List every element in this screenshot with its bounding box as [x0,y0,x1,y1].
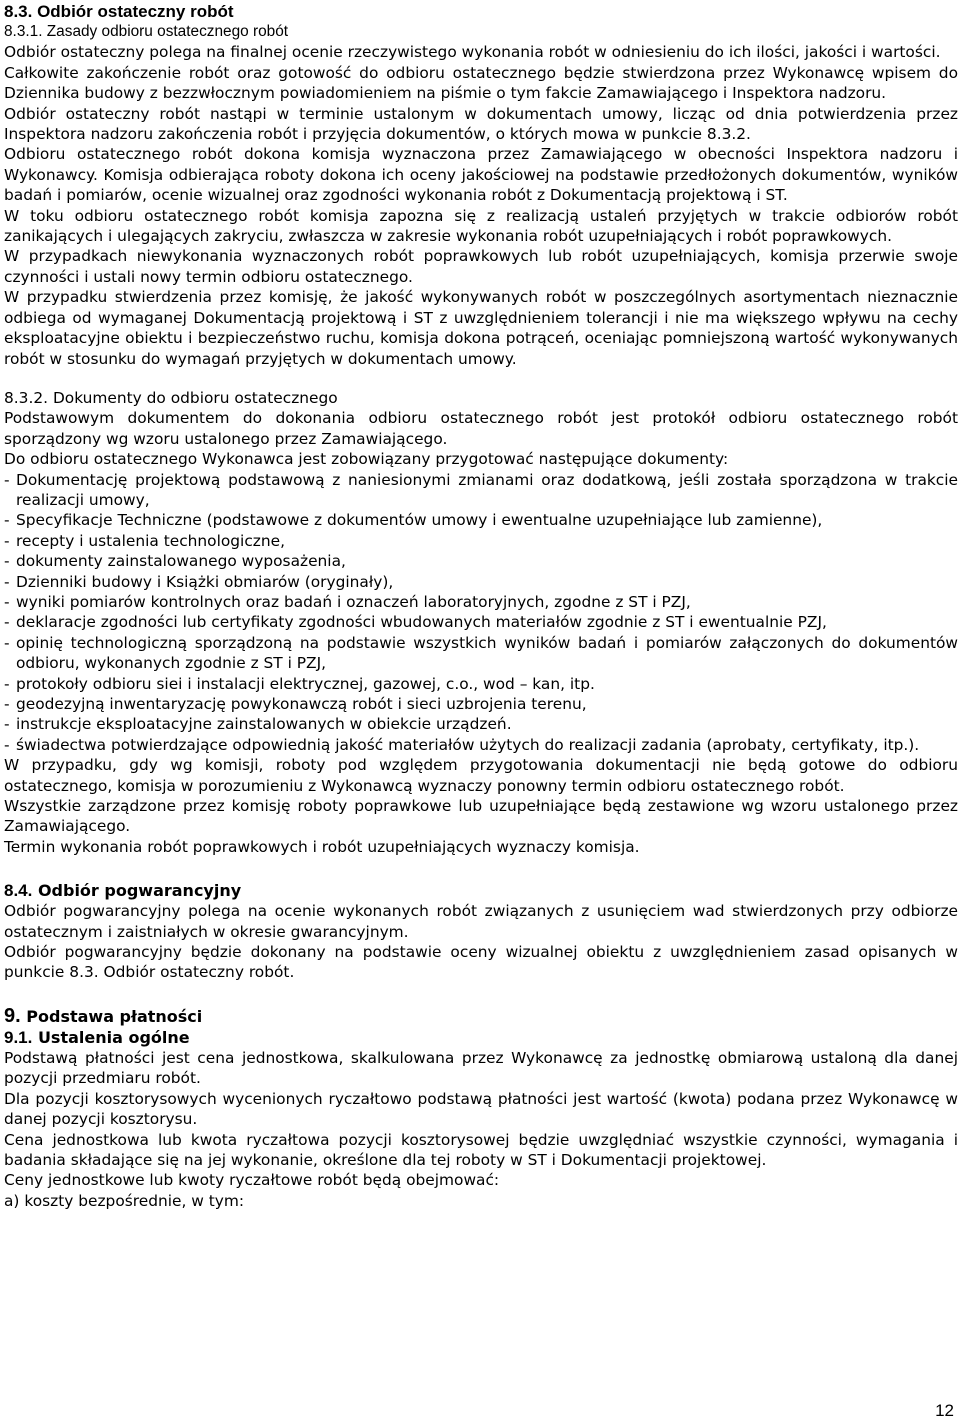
paragraph: Dla pozycji kosztorysowych wycenionych ryczałtowo podstawą płatności jest wartość (kwota) podana przez Wykonawcę w danej pozycji kosztorysu. [4,1089,958,1129]
list-item: - dokumenty zainstalowanego wyposażenia, [4,551,958,571]
spacer [4,857,958,877]
spacer [4,983,958,1003]
page-number: 12 [935,1400,954,1420]
paragraph: Ceny jednostkowe lub kwoty ryczałtowe robót będą obejmować: [4,1171,500,1190]
list-item: - instrukcje eksploatacyjne zainstalowanych w obiekcie urządzeń. [4,714,958,734]
paragraph: Podstawowym dokumentem do dokonania odbioru ostatecznego robót jest protokół odbioru ostatecznego robót sporządzony wg wzoru ustalonego przez Zamawiającego. [4,409,958,448]
list-item: - Dokumentację projektową podstawową z naniesionymi zmianami oraz dodatkową, jeśli została sporządzona w trakcie realizacji umowy, [4,470,958,511]
section-9-heading [4,1006,958,1027]
paragraph: W toku odbioru ostatecznego robót komisja zapozna się z realizacją ustaleń przyjętych w trakcie odbiorów robót zanikających i ulegających zakryciu, zwłaszcza w zakresie wykonania robót uzupełniających i robót poprawkowych. [4,206,958,246]
section-9-title: Podstawa płatności [26,1006,203,1026]
paragraph: Cena jednostkowa lub kwota ryczałtowa pozycji kosztorysowej będzie uwzględniać wszystkie czynności, wymagania i badania składające się na jej wykonanie, określone dla tej roboty w ST i Dokumentacji projektowej. [4,1130,958,1169]
list-item: - geodezyjną inwentaryzację powykonawczą robót i sieci uzbrojenia terenu, [4,694,958,714]
paragraph: W przypadkach niewykonania wyznaczonych robót poprawkowych lub robót uzupełniających, komisja przerwie swoje czynności i ustali nowy termin odbioru ostatecznego. [4,247,958,286]
section-9-number: 9. [4,1004,21,1027]
paragraph: Odbiór ostateczny polega na finalnej ocenie rzeczywistego wykonania robót w odniesieniu do ich ilości, jakości i wartości. [4,43,941,62]
paragraph: Odbiór ostateczny robót nastąpi w terminie ustalonym w dokumentach umowy, licząc od dnia potwierdzenia przez Inspektora nadzoru zakończenia robót i przyjęcia dokumentów, o których mowa w punkcie 8.3.2. [4,104,958,144]
list-item: - opinię technologiczną sporządzoną na podstawie wszystkich wyników badań i pomiarów załączonych do dokumentów odbioru, wykonanych zgodnie z ST i PZJ, [4,633,958,674]
list-item: - świadectwa potwierdzające odpowiednią jakość materiałów użytych do realizacji zadania (aprobaty, certyfikaty, itp.). [4,735,958,755]
list-item: - wyniki pomiarów kontrolnych oraz badań i oznaczeń laboratoryjnych, zgodne z ST i PZJ, [4,592,958,612]
paragraph: Odbiór pogwarancyjny polega na ocenie wykonanych robót związanych z usunięciem wad stwierdzonych przy odbiorze ostatecznym i zaistniałych w okresie gwarancyjnym. [4,902,958,941]
subsection-8-3-2-title: 8.3.2. Dokumenty do odbioru ostatecznego [4,388,338,407]
section-8-3-heading: 8.3. Odbiór ostateczny robót [4,2,234,21]
spacer [4,369,958,388]
list-item: - Specyfikacje Techniczne (podstawowe z dokumentów umowy i ewentualne uzupełniające lub zamienne), [4,510,958,530]
paragraph: Wszystkie zarządzone przez komisję roboty poprawkowe lub uzupełniające będą zestawione wg wzoru ustalonego przez Zamawiającego. [4,797,958,836]
list-item: - protokoły odbioru siei i instalacji elektrycznej, gazowej, c.o., wod – kan, itp. [4,674,958,694]
list-item: - Dzienniki budowy i Książki obmiarów (oryginały), [4,572,958,592]
section-8-4-number: 8.4. [4,881,33,901]
list-item: - deklaracje zgodności lub certyfikaty zgodności wbudowanych materiałów zgodnie z ST i ewentualnie PZJ, [4,612,958,632]
subsection-8-3-1-title: 8.3.1. Zasady odbioru ostatecznego robót [4,23,289,40]
paragraph: Całkowite zakończenie robót oraz gotowość do odbioru ostatecznego będzie stwierdzona przez Wykonawcę wpisem do Dziennika budowy z bezzwłocznym powiadomieniem na piśmie o tym fakcie Zamawiającego i Inspektora nadzoru. [4,63,958,103]
section-9-1-number: 9.1. [4,1027,33,1047]
section-8-4-title: Odbiór pogwarancyjny [37,881,242,901]
paragraph: Termin wykonania robót poprawkowych i robót uzupełniających wyznaczy komisja. [4,837,640,856]
documents-list [4,470,958,756]
list-item: - recepty i ustalenia technologiczne, [4,531,958,551]
document-page [4,0,958,1211]
section-9-1-heading [4,1027,958,1048]
paragraph: W przypadku stwierdzenia przez komisję, że jakość wykonywanych robót w poszczególnych asortymentach nieznacznie odbiega od wymaganej Dokumentacją projektową i ST z uwzględnieniem tolerancji i nie ma większego wpływu na cechy eksploatacyjne obiektu i bezpieczeństwo ruchu, komisja dokona potrąceń, oceniając pomniejszoną wartość wykonywanych robót w stosunku do wymagań przyjętych w dokumentach umowy. [4,288,958,368]
section-9-1-title: Ustalenia ogólne [37,1027,190,1047]
paragraph: Podstawą płatności jest cena jednostkowa, skalkulowana przez Wykonawcę za jednostkę obmiarową ustaloną dla danej pozycji przedmiaru robót. [4,1048,958,1088]
paragraph: Do odbioru ostatecznego Wykonawca jest zobowiązany przygotować następujące dokumenty: [4,450,729,469]
paragraph: Odbioru ostatecznego robót dokona komisja wyznaczona przez Zamawiającego w obecności Inspektora nadzoru i Wykonawcy. Komisja odbierająca roboty dokona ich oceny jakościowej na podstawie przedłożonych dokumentów, wyników badań i pomiarów, ocenie wizualnej oraz zgodności wykonania robót z Dokumentacją projektową i ST. [4,145,958,205]
paragraph: Odbiór pogwarancyjny będzie dokonany na podstawie oceny wizualnej obiektu z uwzględnieniem zasad opisanych w punkcie 8.3. Odbiór ostateczny robót. [4,943,958,982]
paragraph: a) koszty bezpośrednie, w tym: [4,1191,245,1210]
paragraph: W przypadku, gdy wg komisji, roboty pod względem przygotowania dokumentacji nie będą gotowe do odbioru ostatecznego, komisja w porozumieniu z Wykonawcą wyznaczy ponowny termin odbioru ostatecznego robót. [4,756,958,795]
section-8-4-heading [4,880,958,901]
